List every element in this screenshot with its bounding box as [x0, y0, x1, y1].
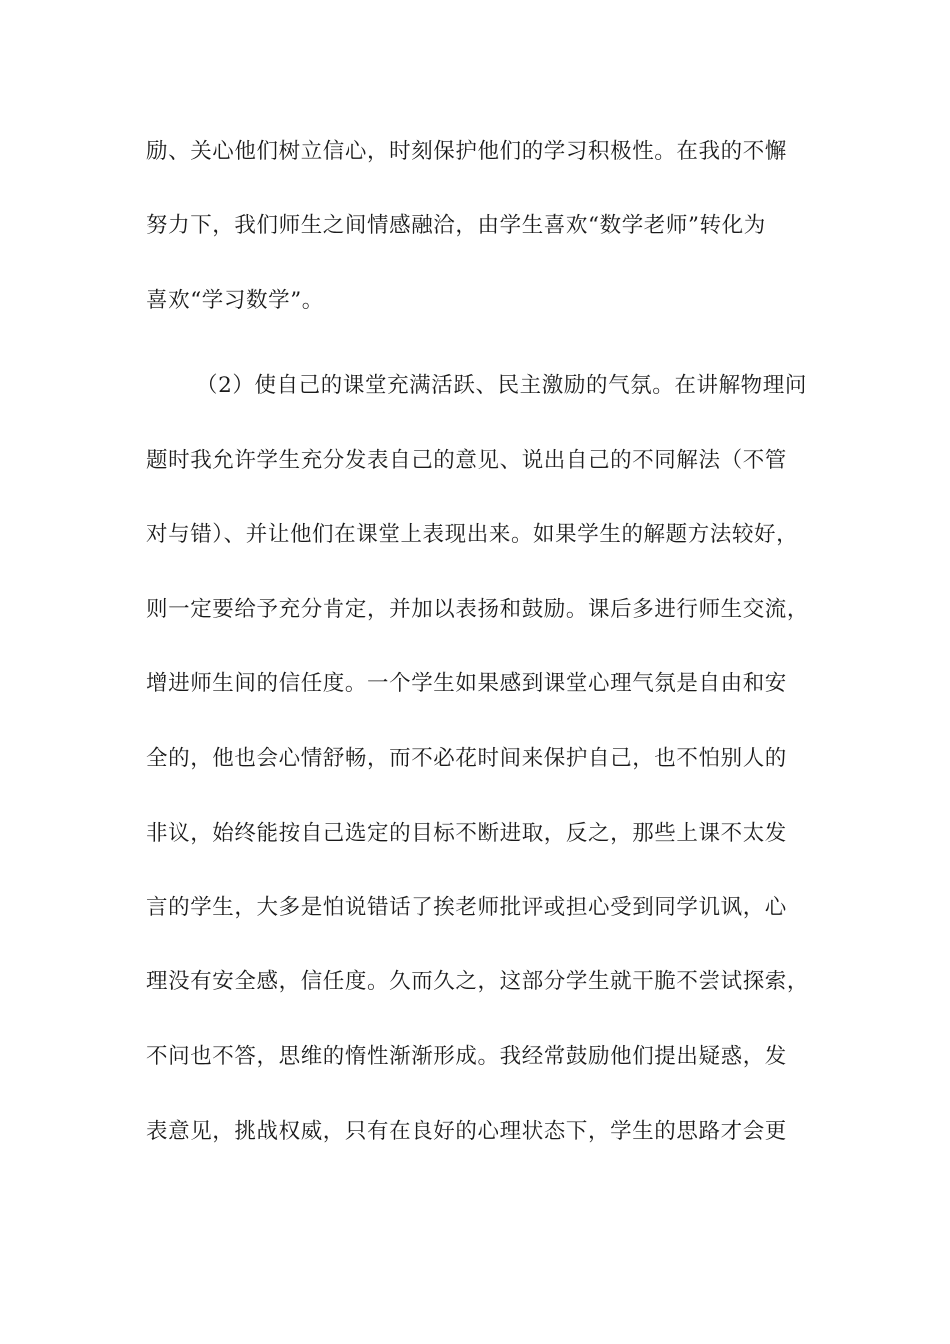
- paragraph-first-line: （2）使自己的课堂充满活跃、民主激励的气氛。在讲解物理问: [196, 373, 807, 398]
- text-line: 言的学生，大多是怕说错话了挨老师批评或担心受到同学讥讽，心: [146, 895, 787, 920]
- text-line: 非议，始终能按自己选定的目标不断进取，反之，那些上课不太发: [146, 821, 787, 846]
- text-line: 喜欢“学习数学”。: [146, 288, 324, 313]
- text-line: 对与错）、并让他们在课堂上表现出来。如果学生的解题方法较好，: [146, 522, 799, 547]
- text-line: 理没有安全感，信任度。久而久之，这部分学生就干脆不尝试探索，: [146, 969, 810, 994]
- text-line: 全的，他也会心情舒畅，而不必花时间来保护自己，也不怕别人的: [146, 746, 787, 771]
- text-line: 则一定要给予充分肯定，并加以表扬和鼓励。课后多进行师生交流，: [146, 597, 810, 622]
- text-line: 题时我允许学生充分发表自己的意见、说出自己的不同解法（不管: [146, 448, 787, 473]
- text-line: 不问也不答，思维的惰性渐渐形成。我经常鼓励他们提出疑惑，发: [146, 1044, 787, 1069]
- text-line: 增进师生间的信任度。一个学生如果感到课堂心理气氛是自由和安: [146, 671, 787, 696]
- text-line: 表意见，挑战权威，只有在良好的心理状态下，学生的思路才会更: [146, 1119, 787, 1144]
- text-line: 努力下，我们师生之间情感融洽，由学生喜欢“数学老师”转化为: [146, 213, 766, 238]
- text-line: 励、关心他们树立信心，时刻保护他们的学习积极性。在我的不懈: [146, 139, 787, 164]
